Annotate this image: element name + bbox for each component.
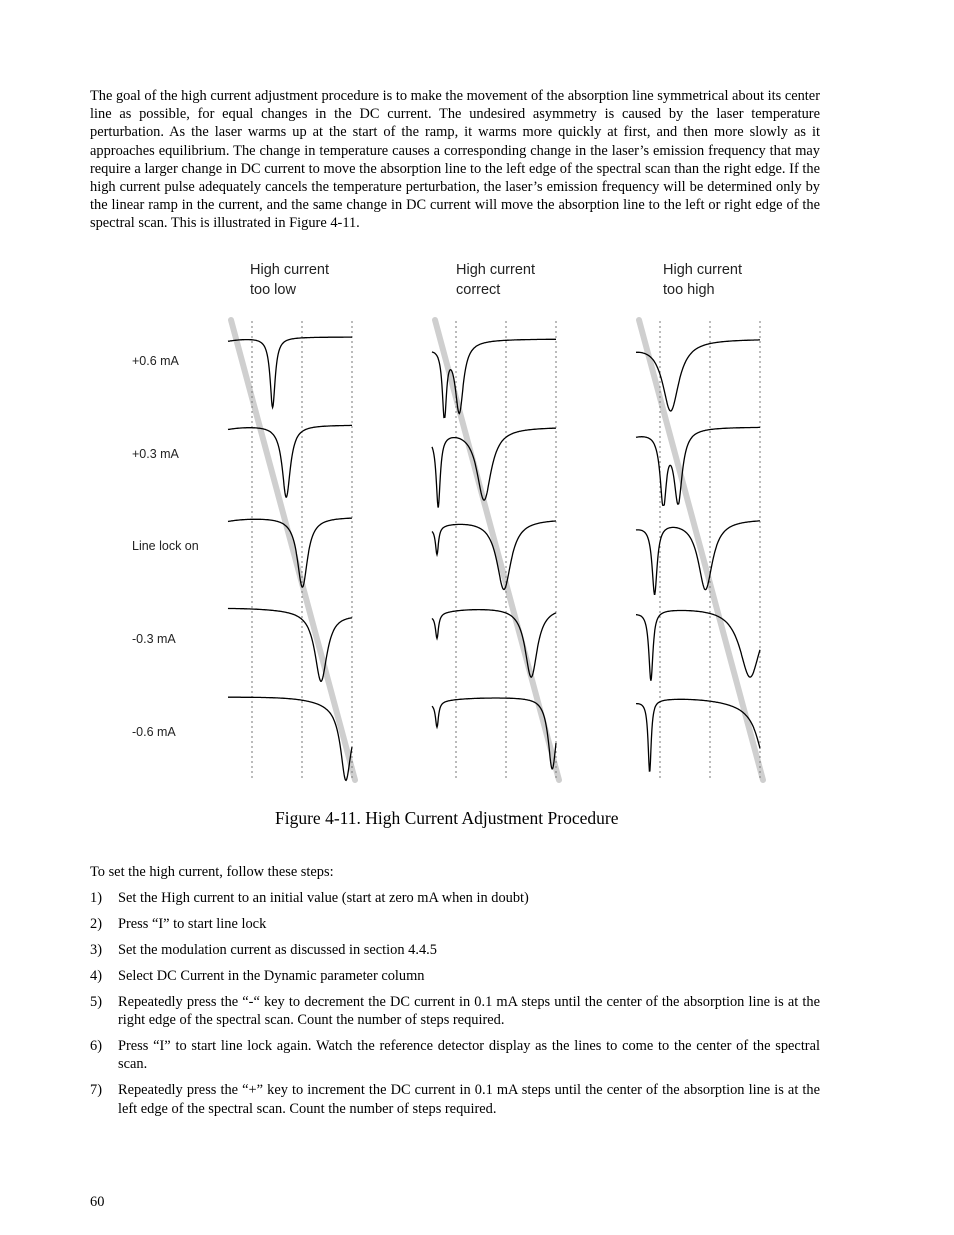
list-item xyxy=(90,1037,820,1073)
diagonal-guide-line xyxy=(639,320,763,780)
absorption-curve xyxy=(228,425,352,497)
absorption-curve xyxy=(228,608,352,681)
absorption-curve xyxy=(636,611,760,681)
intro-paragraph: The goal of the high current adjustment procedure is to make the movement of the absorption line symmetrical about its center line as possible, for equal changes in the DC current. The undesired asymmetry is caused by the laser temperature perturbation. As the laser warms up at the start of the ramp, it warms more quickly at first, and then more slowly as it approaches equilibrium. The change in temperature causes a corresponding change in the laser’s emission frequency that may require a larger change in DC current to move the absorption line to the left edge of the spectral scan than the right edge. If the high current pulse adequately cancels the temperature perturbation, the laser’s emission frequency will be determined only by the linear ramp in the current, and the same change in DC current will move the absorption line to the left or right edge of the spectral scan. This is illustrated in Figure 4-11. xyxy=(90,88,820,232)
step-number: 1) xyxy=(90,890,102,906)
page-number: 60 xyxy=(90,1194,105,1210)
step-text: Set the High current to an initial value (start at zero mA when in doubt) xyxy=(118,890,529,906)
step-number: 3) xyxy=(90,942,102,958)
step-text: Repeatedly press the “-“ key to decrement the DC current in 0.1 mA steps until the center of the absorption line is at the right edge of the spectral scan. Count the number of steps required. xyxy=(118,994,820,1029)
step-number: 6) xyxy=(90,1038,102,1055)
step-text: Press “I” to start line lock again. Watch the reference detector display as the lines to come to the center of the spectral scan. xyxy=(118,1038,820,1073)
absorption-curve xyxy=(432,610,556,678)
list-item xyxy=(90,993,820,1029)
step-number: 4) xyxy=(90,968,102,984)
step-number: 2) xyxy=(90,916,102,932)
absorption-curve xyxy=(636,427,760,505)
step-text: Set the modulation current as discussed in section 4.4.5 xyxy=(118,942,437,958)
absorption-curve xyxy=(432,428,556,507)
diagonal-guide-line xyxy=(231,320,355,780)
column-title-line: High current xyxy=(250,262,329,278)
steps-list xyxy=(90,889,820,1126)
row-label-plus-0-3: +0.3 mA xyxy=(132,447,179,461)
list-item xyxy=(90,967,820,985)
step-text: Repeatedly press the “+” key to increment the DC current in 0.1 mA steps until the center of the absorption line is at the left edge of the spectral scan. Count the number of steps required. xyxy=(118,1082,820,1117)
row-label-minus-0-6: -0.6 mA xyxy=(132,725,176,739)
column-title-line: too high xyxy=(663,281,715,298)
list-item xyxy=(90,941,820,959)
step-number: 5) xyxy=(90,994,102,1010)
row-label-line-lock-on: Line lock on xyxy=(132,539,199,553)
figure-4-11 xyxy=(0,255,954,795)
list-item xyxy=(90,915,820,933)
column-title-line: correct xyxy=(456,281,501,298)
column-title-line: High current xyxy=(456,262,535,278)
step-text: Press “I” to start line lock xyxy=(118,916,267,932)
figure-plot xyxy=(0,255,954,795)
list-item xyxy=(90,889,820,907)
step-text: Select DC Current in the Dynamic parameter column xyxy=(118,968,425,984)
row-label-plus-0-6: +0.6 mA xyxy=(132,354,179,368)
row-label-minus-0-3: -0.3 mA xyxy=(132,632,176,646)
column-title-line: too low xyxy=(250,281,296,298)
column-title-line: High current xyxy=(663,262,742,278)
step-number: 7) xyxy=(90,1082,102,1099)
steps-intro: To set the high current, follow these steps: xyxy=(90,864,334,880)
column-title-too-high xyxy=(663,261,803,300)
column-title-too-low xyxy=(250,261,390,300)
diagonal-guide-line xyxy=(435,320,559,780)
column-title-correct xyxy=(456,261,596,300)
figure-caption: Figure 4-11. High Current Adjustment Procedure xyxy=(275,808,619,828)
list-item xyxy=(90,1081,820,1117)
